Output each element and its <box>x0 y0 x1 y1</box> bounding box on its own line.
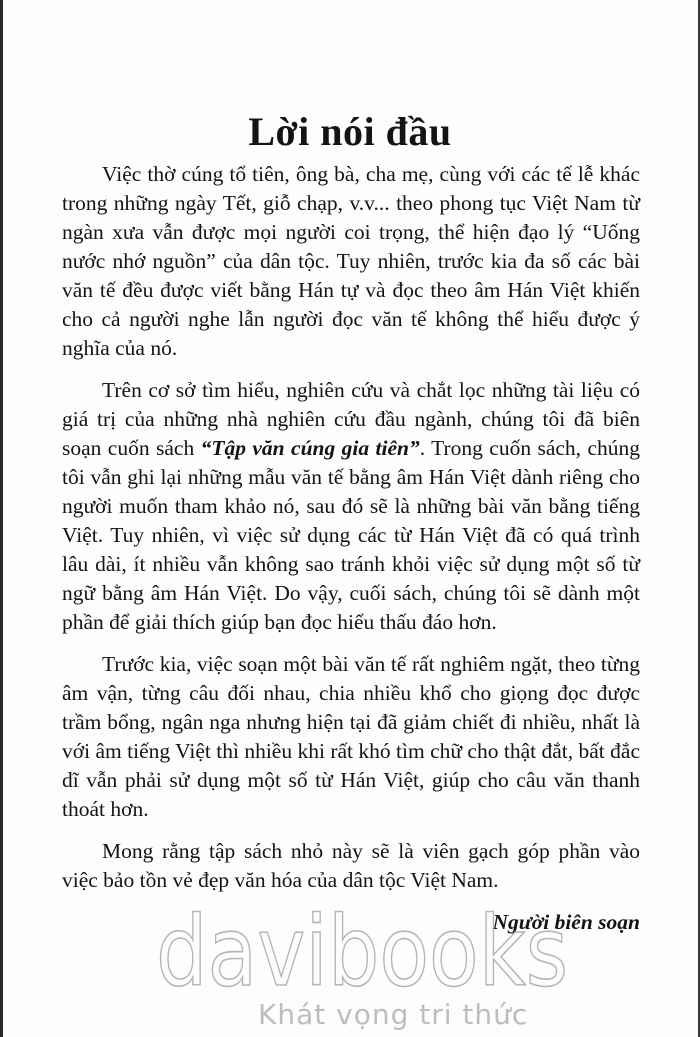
preface-body <box>62 160 640 937</box>
paragraph-2 <box>62 376 640 637</box>
page-title: Lời nói đầu <box>248 109 452 154</box>
paragraph-4: Mong rằng tập sách nhỏ này sẽ là viên gạch góp phần vào việc bảo tồn vẻ đẹp văn hóa của dân tộc Việt Nam. <box>62 839 640 892</box>
paragraph-3: Trước kia, việc soạn một bài văn tế rất nghiêm ngặt, theo từng âm vận, từng câu đối nhau, chia nhiều khổ cho giọng đọc được trầm bổng, ngân nga nhưng hiện tại đã giảm chiết đi nhiều, nhất là với âm tiếng Việt thì nhiều khi rất khó tìm chữ cho thật đắt, bất đắc dĩ vẫn phải sử dụng một số từ Hán Việt, giúp cho câu văn thanh thoát hơn. <box>62 652 640 821</box>
book-title: “Tập văn cúng gia tiên” <box>200 436 420 460</box>
author-signature: Người biên soạn <box>492 910 640 934</box>
paragraph-2-before: Trên cơ sở tìm hiểu, nghiên cứu và chắt lọc những tài liệu có giá trị của những nhà nghiên cứu đầu ngành, chúng tôi đã biên soạn cuốn sách <box>62 378 640 460</box>
watermark-brand-text: davibooks <box>156 905 568 997</box>
watermark-slogan: Khát vọng tri thức <box>258 998 529 1031</box>
paragraph-1: Việc thờ cúng tổ tiên, ông bà, cha mẹ, cùng với các tế lễ khác trong những ngày Tết, giỗ chạp, v.v... theo phong tục Việt Nam từ ngàn xưa vẫn được mọi người coi trọng, thể hiện đạo lý “Uống nước nhớ nguồn” của dân tộc. Tuy nhiên, trước kia đa số các bài văn tế đều được viết bằng Hán tự và đọc theo âm Hán Việt khiến cho cả người nghe lẫn người đọc văn tế không thể hiểu được ý nghĩa của nó. <box>62 162 640 360</box>
paragraph-2-after: . Trong cuốn sách, chúng tôi vẫn ghi lại những mẫu văn tế bằng âm Hán Việt dành riêng cho người muốn tham khảo nó, sau đó sẽ là những bài văn bằng tiếng Việt. Tuy nhiên, vì việc sử dụng các từ Hán Việt đã có quá trình lâu dài, ít nhiều vẫn không sao tránh khỏi việc sử dụng một số từ ngữ bằng âm Hán Việt. Do vậy, cuối sách, chúng tôi sẽ dành một phần để giải thích giúp bạn đọc hiểu thấu đáo hơn. <box>62 436 641 634</box>
